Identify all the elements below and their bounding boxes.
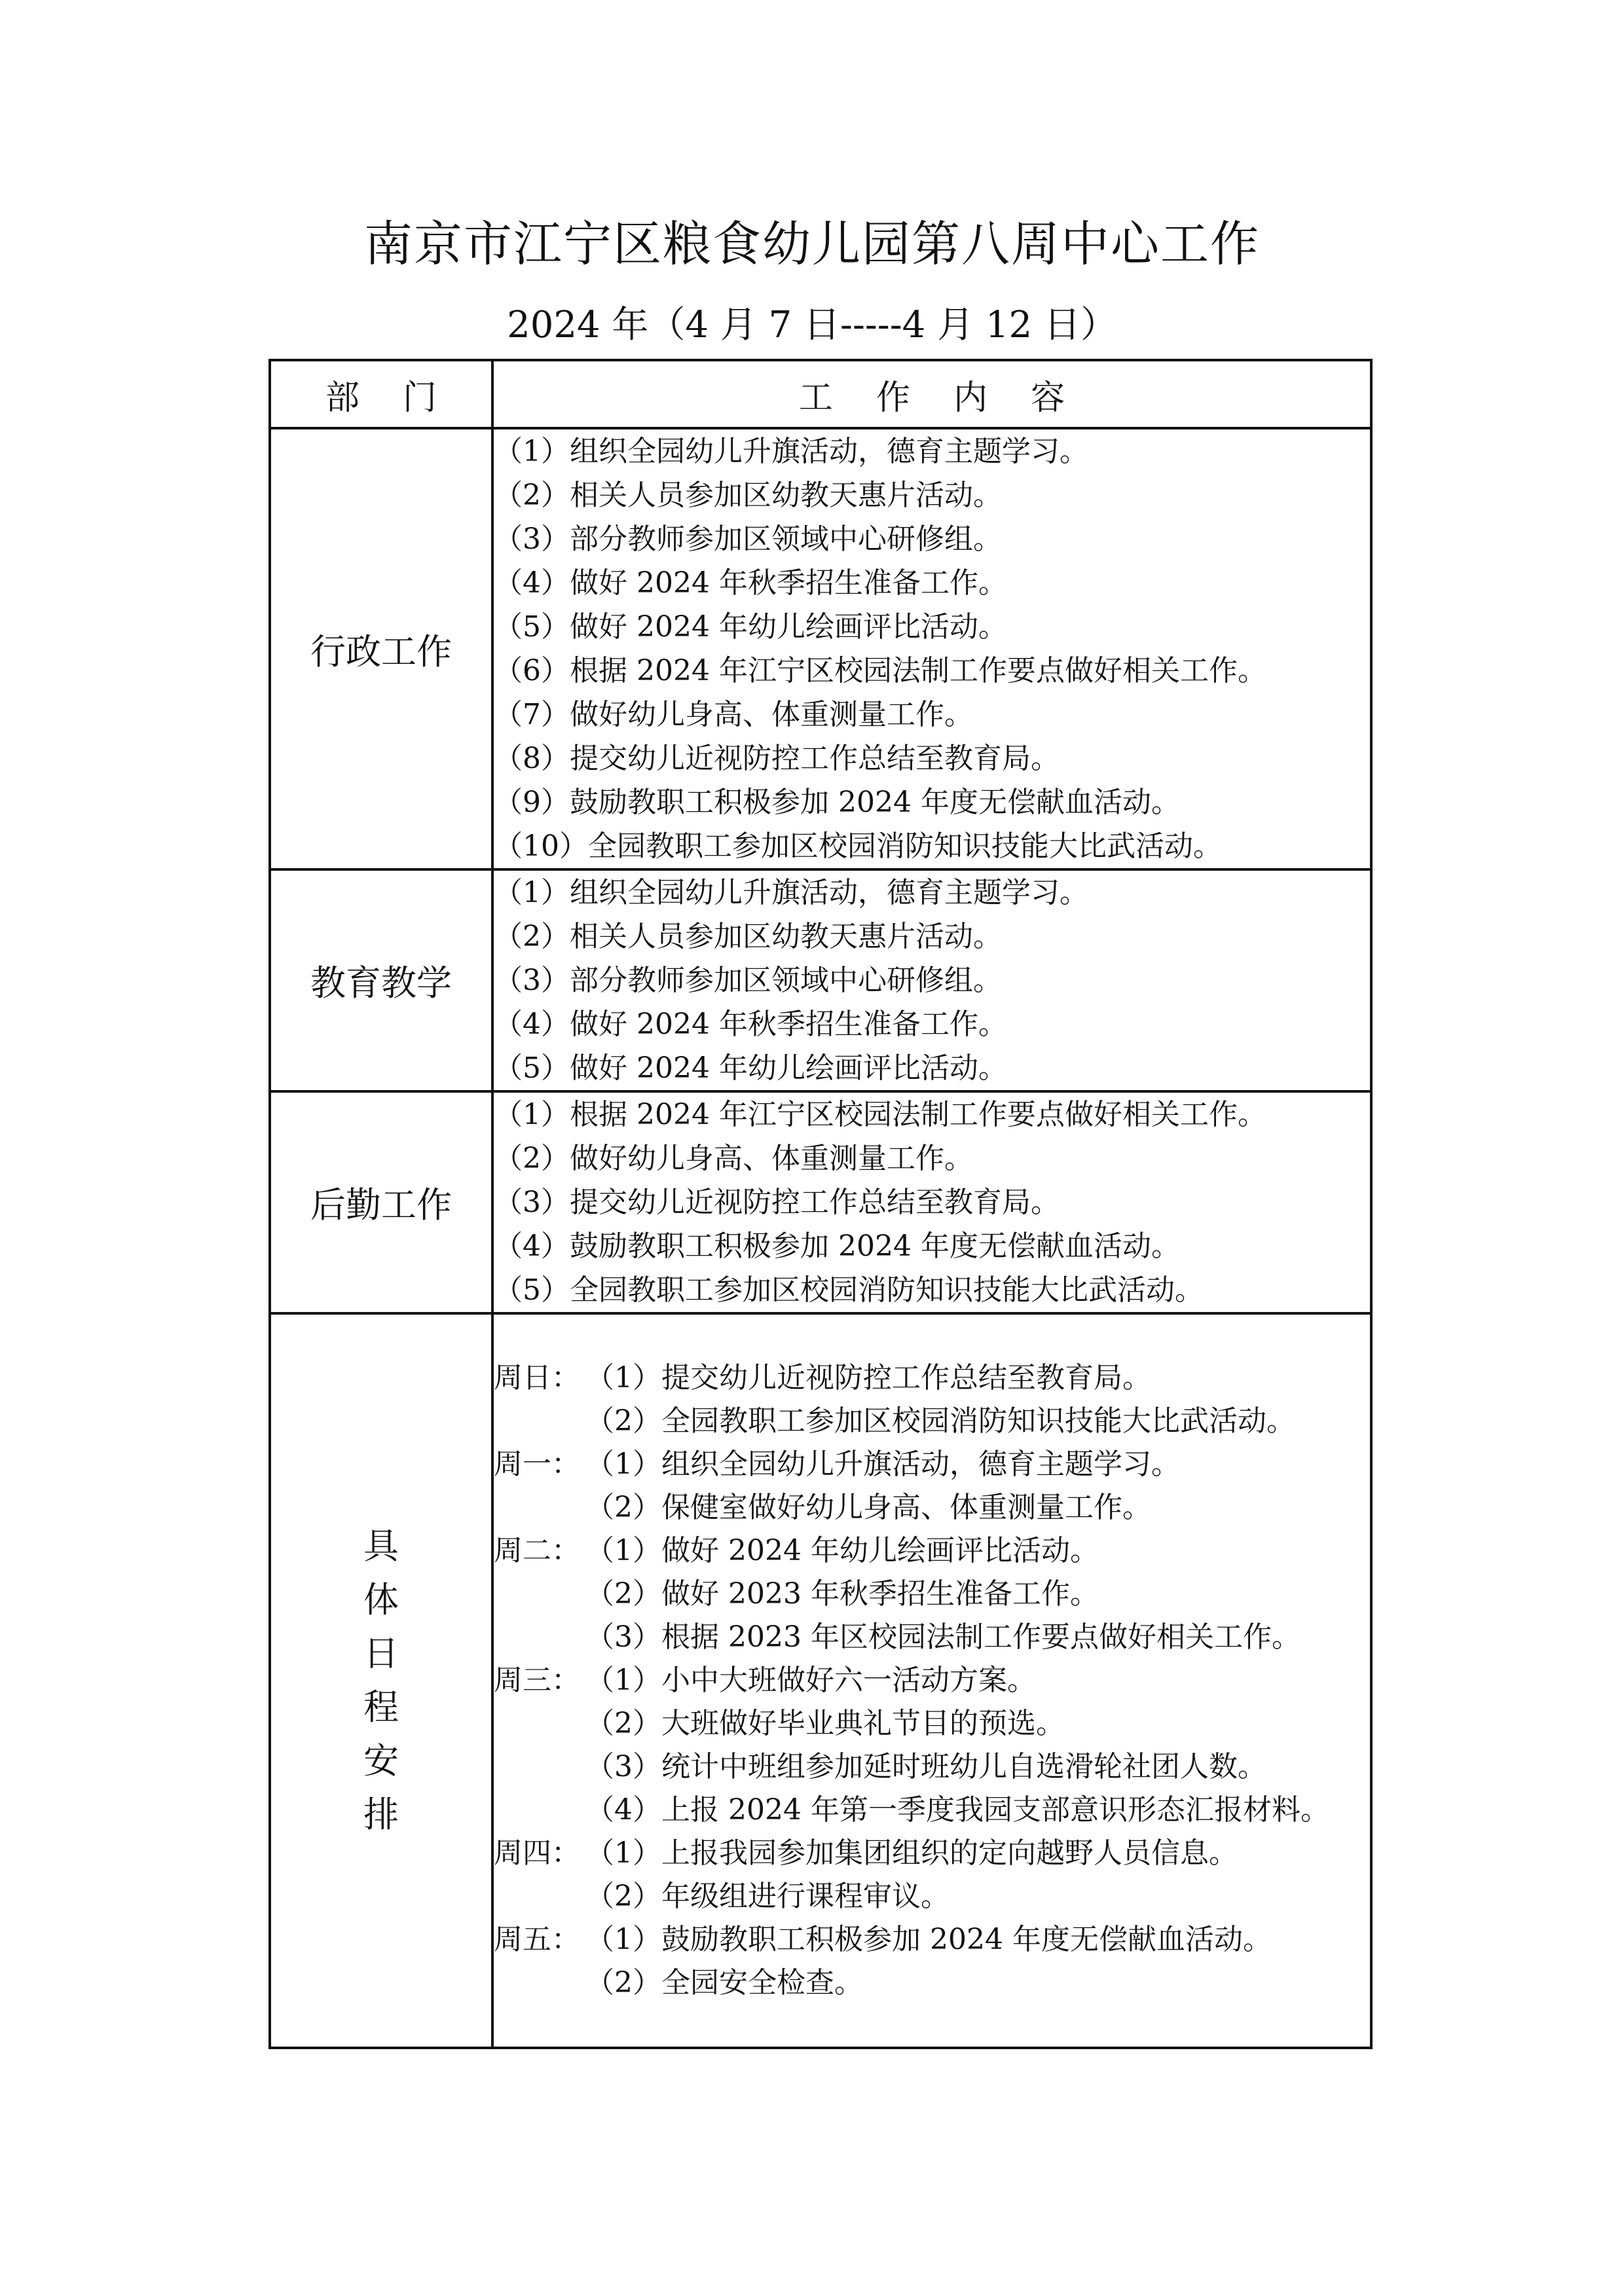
list-item: （1）做好 2024 年幼儿绘画评比活动。 (585, 1534, 1099, 1567)
table-row-logistics (270, 1091, 1371, 1313)
day-block-monday (494, 1443, 1370, 1529)
list-item: （4）鼓励教职工积极参加 2024 年度无偿献血活动。 (494, 1230, 1180, 1263)
department-cell: 后勤工作 (270, 1091, 492, 1313)
list-item: （5）做好 2024 年幼儿绘画评比活动。 (494, 1051, 1007, 1085)
department-column-header: 部 门 (270, 360, 492, 428)
work-plan-table (268, 359, 1373, 2049)
list-item: （2）相关人员参加区幼教天惠片活动。 (494, 479, 1002, 512)
day-label: 周二： (494, 1534, 580, 1567)
list-item: （2）大班做好毕业典礼节目的预选。 (585, 1707, 1065, 1740)
table-row-teaching (270, 869, 1371, 1091)
list-item: （3）部分教师参加区领域中心研修组。 (494, 522, 1002, 556)
list-item: （1）上报我园参加集团组织的定向越野人员信息。 (585, 1836, 1238, 1870)
day-block-tuesday (494, 1529, 1370, 1659)
list-item: （2）做好幼儿身高、体重测量工作。 (494, 1142, 973, 1175)
list-item: （4）做好 2024 年秋季招生准备工作。 (494, 1008, 1007, 1041)
day-block-wednesday (494, 1659, 1370, 1832)
department-cell: 教育教学 (270, 869, 492, 1091)
list-item: （6）根据 2024 年江宁区校园法制工作要点做好相关工作。 (494, 654, 1266, 687)
page-title: 南京市江宁区粮食幼儿园第八周中心工作 (364, 216, 1260, 272)
list-item: （1）根据 2024 年江宁区校园法制工作要点做好相关工作。 (494, 1098, 1266, 1131)
list-item: （1）小中大班做好六一活动方案。 (585, 1664, 1036, 1697)
list-item: （3）提交幼儿近视防控工作总结至教育局。 (494, 1186, 1060, 1219)
list-item: （2）做好 2023 年秋季招生准备工作。 (585, 1577, 1099, 1611)
list-item: （1）提交幼儿近视防控工作总结至教育局。 (585, 1361, 1151, 1394)
table-header-row (270, 360, 1371, 428)
schedule-vertical-label: 具 体 日 程 安 排 (363, 1525, 399, 1835)
content-column-header: 工 作 内 容 (492, 360, 1371, 428)
day-block-friday (494, 1918, 1370, 2005)
list-item: （4）上报 2024 年第一季度我园支部意识形态汇报材料。 (585, 1793, 1329, 1827)
list-item: （3）根据 2023 年区校园法制工作要点做好相关工作。 (585, 1620, 1301, 1654)
schedule-cell (492, 1313, 1371, 2048)
day-block-thursday (494, 1832, 1370, 1918)
table-row-administration (270, 428, 1371, 869)
day-block-sunday (494, 1357, 1370, 1443)
list-item: （9）鼓励教职工积极参加 2024 年度无偿献血活动。 (494, 786, 1180, 819)
list-item: （1）组织全园幼儿升旗活动，德育主题学习。 (494, 435, 1088, 468)
list-item: （3）部分教师参加区领域中心研修组。 (494, 964, 1002, 997)
list-item: （10）全园教职工参加区校园消防知识技能大比武活动。 (494, 829, 1222, 863)
list-item: （2）全园教职工参加区校园消防知识技能大比武活动。 (585, 1404, 1295, 1438)
day-label: 周四： (494, 1836, 580, 1870)
list-item: （5）全园教职工参加区校园消防知识技能大比武活动。 (494, 1273, 1204, 1307)
list-item: （1）组织全园幼儿升旗活动，德育主题学习。 (585, 1448, 1180, 1481)
list-item: （2）全园安全检查。 (585, 1966, 863, 1999)
list-item: （2）保健室做好幼儿身高、体重测量工作。 (585, 1491, 1151, 1524)
list-item: （3）统计中班组参加延时班幼儿自选滑轮社团人数。 (585, 1750, 1266, 1783)
content-cell (492, 1091, 1371, 1313)
table-row-schedule (270, 1313, 1371, 2048)
department-cell: 行政工作 (270, 428, 492, 869)
department-cell (270, 1313, 492, 2048)
list-item: （4）做好 2024 年秋季招生准备工作。 (494, 566, 1007, 600)
content-cell (492, 869, 1371, 1091)
list-item: （2）年级组进行课程审议。 (585, 1880, 950, 1913)
day-label: 周一： (494, 1448, 580, 1481)
day-label: 周日： (494, 1361, 580, 1394)
date-range-subtitle: 2024 年（4 月 7 日-----4 月 12 日） (507, 304, 1117, 346)
list-item: （1）组织全园幼儿升旗活动，德育主题学习。 (494, 876, 1088, 909)
list-item: （7）做好幼儿身高、体重测量工作。 (494, 698, 973, 731)
list-item: （1）鼓励教职工积极参加 2024 年度无偿献血活动。 (585, 1923, 1272, 1956)
day-label: 周三： (494, 1664, 580, 1697)
list-item: （5）做好 2024 年幼儿绘画评比活动。 (494, 610, 1007, 644)
list-item: （2）相关人员参加区幼教天惠片活动。 (494, 920, 1002, 953)
list-item: （8）提交幼儿近视防控工作总结至教育局。 (494, 742, 1060, 775)
day-label: 周五： (494, 1923, 580, 1956)
content-cell (492, 428, 1371, 869)
